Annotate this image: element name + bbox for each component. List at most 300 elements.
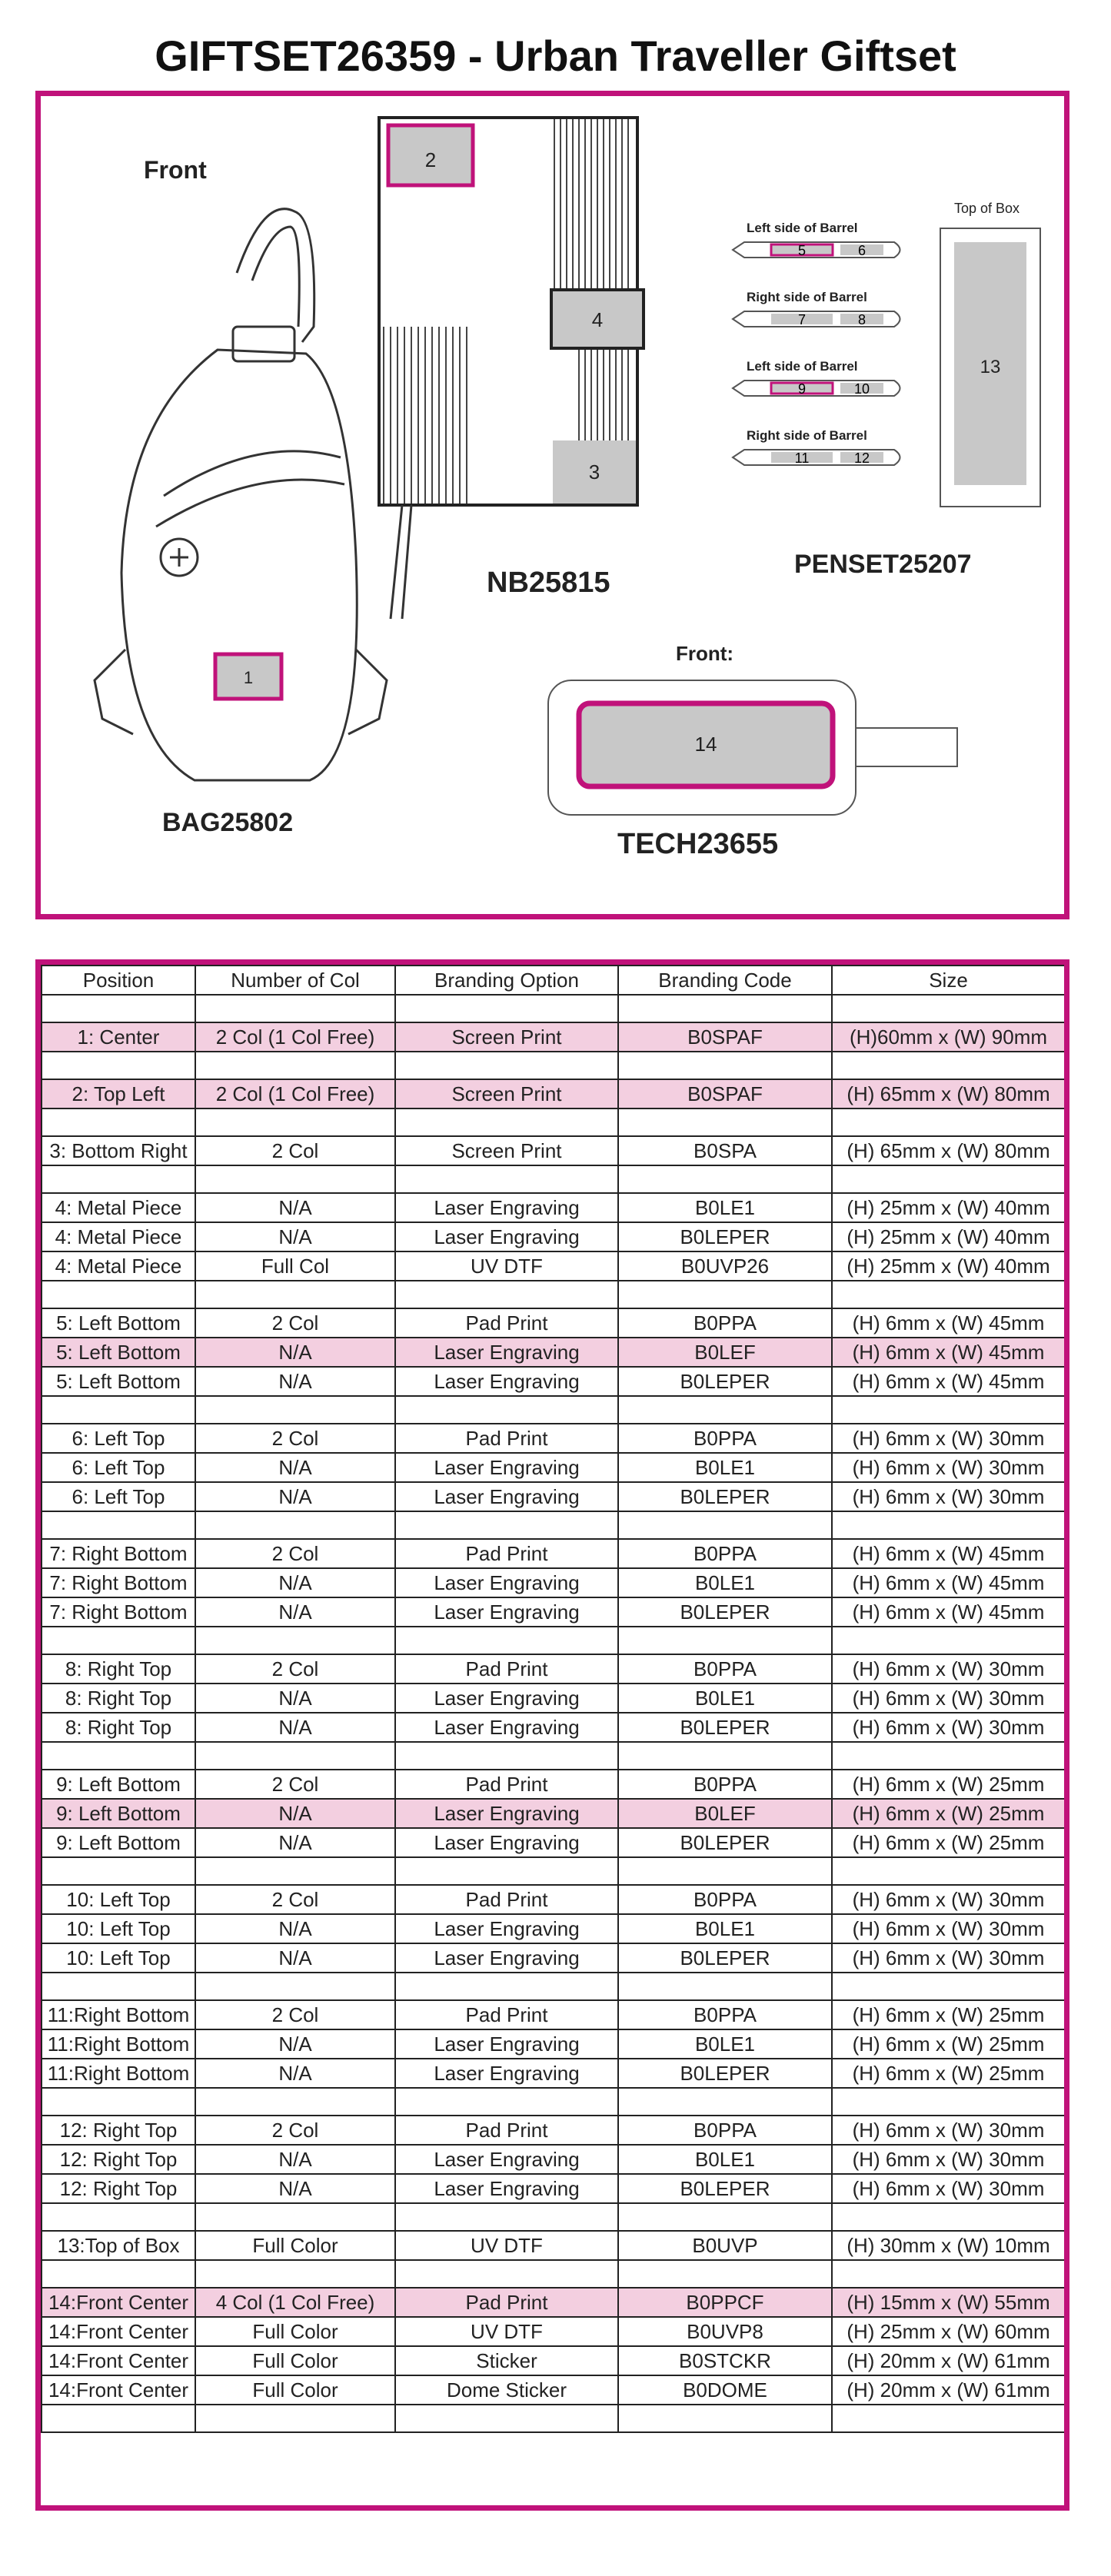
table-cell: B0UVP8	[618, 2317, 832, 2346]
table-cell	[395, 1857, 618, 1885]
table-cell: 8: Right Top	[42, 1654, 195, 1684]
table-cell	[618, 1511, 832, 1539]
header-size: Size	[832, 966, 1065, 995]
table-cell: Laser Engraving	[395, 1222, 618, 1251]
table-row	[42, 2375, 1065, 2405]
table-cell: (H) 20mm x (W) 61mm	[832, 2375, 1065, 2405]
table-cell	[618, 1109, 832, 1136]
table-cell: 2 Col	[195, 1539, 395, 1568]
table-cell: 6: Left Top	[42, 1424, 195, 1453]
table-cell: B0STCKR	[618, 2346, 832, 2375]
product-diagram	[35, 91, 1069, 919]
table-cell: 9: Left Bottom	[42, 1828, 195, 1857]
table-cell: 13:Top of Box	[42, 2231, 195, 2260]
table-cell: (H) 6mm x (W) 30mm	[832, 2116, 1065, 2145]
table-cell	[195, 1109, 395, 1136]
table-cell: 5: Left Bottom	[42, 1308, 195, 1338]
table-cell	[618, 1165, 832, 1193]
header-branding-option: Branding Option	[395, 966, 618, 995]
table-cell: N/A	[195, 1482, 395, 1511]
table-cell: UV DTF	[395, 2317, 618, 2346]
table-row	[42, 1308, 1065, 1338]
table-cell	[618, 2260, 832, 2288]
table-cell: 5: Left Bottom	[42, 1367, 195, 1396]
notebook-drawing	[379, 118, 644, 619]
table-spacer-row	[42, 2088, 1065, 2116]
table-cell	[42, 1511, 195, 1539]
table-cell: 14:Front Center	[42, 2288, 195, 2317]
table-cell: 3: Bottom Right	[42, 1136, 195, 1165]
table-cell: Screen Print	[395, 1136, 618, 1165]
table-cell	[42, 1165, 195, 1193]
table-cell	[42, 1857, 195, 1885]
table-header-row	[42, 966, 1065, 995]
table-cell: B0LEF	[618, 1338, 832, 1367]
table-cell: Laser Engraving	[395, 2174, 618, 2203]
table-cell: B0UVP26	[618, 1251, 832, 1281]
table-cell: Full Color	[195, 2346, 395, 2375]
table-cell: B0LEPER	[618, 1943, 832, 1973]
table-cell: 2: Top Left	[42, 1079, 195, 1109]
table-cell: 9: Left Bottom	[42, 1770, 195, 1799]
table-row	[42, 1424, 1065, 1453]
table-cell: Laser Engraving	[395, 1338, 618, 1367]
table-cell: (H) 6mm x (W) 45mm	[832, 1568, 1065, 1597]
table-cell: B0LEPER	[618, 2059, 832, 2088]
marker-14-label: 14	[694, 733, 717, 756]
table-cell	[618, 1857, 832, 1885]
table-cell: 2 Col	[195, 1654, 395, 1684]
table-cell: UV DTF	[395, 2231, 618, 2260]
table-cell: 8: Right Top	[42, 1713, 195, 1742]
table-row	[42, 1482, 1065, 1511]
table-cell: 2 Col	[195, 2000, 395, 2029]
table-cell	[195, 1281, 395, 1308]
table-cell: B0SPA	[618, 1136, 832, 1165]
table-spacer-row	[42, 1396, 1065, 1424]
table-row	[42, 1713, 1065, 1742]
table-cell: (H) 6mm x (W) 30mm	[832, 1453, 1065, 1482]
table-cell: B0LEPER	[618, 2174, 832, 2203]
page-title: GIFTSET26359 - Urban Traveller Giftset	[155, 32, 956, 80]
table-cell: B0LEPER	[618, 1222, 832, 1251]
table-cell: (H) 6mm x (W) 25mm	[832, 1770, 1065, 1799]
marker-4-label: 4	[591, 308, 604, 331]
table-spacer-row	[42, 1973, 1065, 2000]
table-cell: 9: Left Bottom	[42, 1799, 195, 1828]
table-cell: Pad Print	[395, 1539, 618, 1568]
table-cell: 10: Left Top	[42, 1914, 195, 1943]
table-spacer-row	[42, 1052, 1065, 1079]
table-cell: 14:Front Center	[42, 2375, 195, 2405]
pen-caption-4: Right side of Barrel	[747, 428, 867, 443]
table-cell	[832, 1052, 1065, 1079]
table-cell: Dome Sticker	[395, 2375, 618, 2405]
table-cell: B0LEPER	[618, 1713, 832, 1742]
table-cell: B0LE1	[618, 1453, 832, 1482]
table-cell	[42, 1281, 195, 1308]
table-cell: (H) 25mm x (W) 60mm	[832, 2317, 1065, 2346]
table-row	[42, 1222, 1065, 1251]
table-cell: N/A	[195, 1367, 395, 1396]
table-row	[42, 1885, 1065, 1914]
tech-strap	[856, 728, 957, 766]
table-row	[42, 1597, 1065, 1627]
table-cell: N/A	[195, 1943, 395, 1973]
table-cell	[395, 1109, 618, 1136]
table-cell: (H) 6mm x (W) 30mm	[832, 2145, 1065, 2174]
header-branding-code: Branding Code	[618, 966, 832, 995]
table-cell: 2 Col	[195, 1308, 395, 1338]
table-cell: B0PPA	[618, 2000, 832, 2029]
table-cell: (H)60mm x (W) 90mm	[832, 1022, 1065, 1052]
table-cell: Laser Engraving	[395, 1914, 618, 1943]
table-cell: 2 Col	[195, 1885, 395, 1914]
table-row	[42, 1251, 1065, 1281]
table-cell: N/A	[195, 1338, 395, 1367]
table-cell	[832, 2203, 1065, 2231]
table-cell: B0LE1	[618, 2145, 832, 2174]
table-cell	[618, 1396, 832, 1424]
table-cell: B0LE1	[618, 2029, 832, 2059]
table-cell	[42, 2203, 195, 2231]
table-row	[42, 2174, 1065, 2203]
pen-marker-b-label: 12	[853, 450, 870, 466]
table-cell: Sticker	[395, 2346, 618, 2375]
table-cell: Laser Engraving	[395, 1597, 618, 1627]
table-cell: 1: Center	[42, 1022, 195, 1052]
table-cell: 14:Front Center	[42, 2317, 195, 2346]
table-cell	[395, 1627, 618, 1654]
table-cell: (H) 6mm x (W) 45mm	[832, 1308, 1065, 1338]
table-row	[42, 1943, 1065, 1973]
table-spacer-row	[42, 2405, 1065, 2432]
marker-3-label: 3	[588, 460, 600, 484]
header-position: Position	[42, 966, 195, 995]
table-cell: (H) 25mm x (W) 40mm	[832, 1193, 1065, 1222]
table-cell	[195, 995, 395, 1022]
table-cell	[395, 1511, 618, 1539]
table-cell	[195, 2260, 395, 2288]
table-spacer-row	[42, 2260, 1065, 2288]
table-cell	[42, 1396, 195, 1424]
tech-product-code: TECH23655	[617, 828, 779, 860]
table-cell: N/A	[195, 1568, 395, 1597]
table-row	[42, 2029, 1065, 2059]
table-cell	[395, 1742, 618, 1770]
table-row	[42, 1770, 1065, 1799]
table-cell: (H) 6mm x (W) 25mm	[832, 1828, 1065, 1857]
table-cell	[395, 1396, 618, 1424]
table-cell	[832, 1511, 1065, 1539]
table-row	[42, 2231, 1065, 2260]
table-cell: N/A	[195, 1222, 395, 1251]
table-cell: Full Color	[195, 2375, 395, 2405]
table-cell: Pad Print	[395, 2288, 618, 2317]
table-cell: 4: Metal Piece	[42, 1222, 195, 1251]
table-cell	[618, 2405, 832, 2432]
table-cell: 7: Right Bottom	[42, 1597, 195, 1627]
table-row	[42, 1079, 1065, 1109]
table-cell	[42, 1973, 195, 2000]
table-cell: Laser Engraving	[395, 1367, 618, 1396]
table-cell	[42, 1052, 195, 1079]
table-row	[42, 1338, 1065, 1367]
table-cell: Pad Print	[395, 1885, 618, 1914]
table-cell	[395, 2260, 618, 2288]
table-cell: B0PPA	[618, 1885, 832, 1914]
table-cell	[195, 1627, 395, 1654]
table-cell: Laser Engraving	[395, 1828, 618, 1857]
table-cell	[618, 1281, 832, 1308]
table-cell: 2 Col	[195, 1136, 395, 1165]
table-cell	[618, 1627, 832, 1654]
table-cell: 7: Right Bottom	[42, 1539, 195, 1568]
table-cell: 4: Metal Piece	[42, 1251, 195, 1281]
table-row	[42, 2059, 1065, 2088]
table-spacer-row	[42, 995, 1065, 1022]
table-cell: B0PPA	[618, 1770, 832, 1799]
table-cell	[395, 2203, 618, 2231]
table-cell: 12: Right Top	[42, 2116, 195, 2145]
table-spacer-row	[42, 1511, 1065, 1539]
table-row	[42, 1828, 1065, 1857]
table-cell: Laser Engraving	[395, 2029, 618, 2059]
table-cell: Pad Print	[395, 2116, 618, 2145]
table-row	[42, 2346, 1065, 2375]
table-spacer-row	[42, 1857, 1065, 1885]
table-cell: (H) 6mm x (W) 30mm	[832, 1684, 1065, 1713]
table-cell	[195, 2088, 395, 2116]
marker-13-label: 13	[980, 357, 1001, 377]
table-cell	[832, 995, 1065, 1022]
table-row	[42, 1022, 1065, 1052]
table-cell: (H) 6mm x (W) 30mm	[832, 1424, 1065, 1453]
branding-table-frame	[35, 959, 1069, 2511]
pen-marker-a-label: 5	[797, 243, 807, 258]
table-cell: (H) 6mm x (W) 25mm	[832, 1799, 1065, 1828]
table-spacer-row	[42, 1109, 1065, 1136]
table-row	[42, 1193, 1065, 1222]
table-cell	[832, 1281, 1065, 1308]
table-cell: Pad Print	[395, 1424, 618, 1453]
table-cell: 12: Right Top	[42, 2145, 195, 2174]
top-of-box-label: Top of Box	[954, 201, 1020, 216]
table-spacer-row	[42, 1627, 1065, 1654]
table-cell: N/A	[195, 2059, 395, 2088]
marker-2-label: 2	[424, 148, 437, 171]
table-cell	[618, 1742, 832, 1770]
table-cell: Screen Print	[395, 1079, 618, 1109]
table-spacer-row	[42, 1742, 1065, 1770]
marker-1-label: 1	[243, 668, 254, 687]
table-cell: B0PPA	[618, 1654, 832, 1684]
table-row	[42, 2317, 1065, 2346]
pen-marker-a-label: 7	[797, 312, 807, 327]
table-cell: UV DTF	[395, 1251, 618, 1281]
table-cell: 10: Left Top	[42, 1943, 195, 1973]
table-cell: 6: Left Top	[42, 1482, 195, 1511]
table-cell: (H) 6mm x (W) 25mm	[832, 2059, 1065, 2088]
table-cell	[195, 2405, 395, 2432]
table-cell: 7: Right Bottom	[42, 1568, 195, 1597]
table-cell: 2 Col (1 Col Free)	[195, 1079, 395, 1109]
table-cell	[832, 1973, 1065, 2000]
table-cell	[832, 2260, 1065, 2288]
pen-marker-b-label: 8	[857, 312, 867, 327]
table-cell: B0PPCF	[618, 2288, 832, 2317]
table-cell	[832, 2088, 1065, 2116]
table-cell: (H) 15mm x (W) 55mm	[832, 2288, 1065, 2317]
table-cell: B0LE1	[618, 1568, 832, 1597]
table-row	[42, 2000, 1065, 2029]
table-cell: B0LEPER	[618, 1367, 832, 1396]
table-cell: (H) 65mm x (W) 80mm	[832, 1136, 1065, 1165]
table-row	[42, 2288, 1065, 2317]
table-row	[42, 1453, 1065, 1482]
pen-caption-2: Right side of Barrel	[747, 290, 867, 304]
table-cell: N/A	[195, 1684, 395, 1713]
table-cell	[832, 1396, 1065, 1424]
table-cell	[395, 1973, 618, 2000]
table-cell: Full Col	[195, 1251, 395, 1281]
table-cell	[42, 995, 195, 1022]
table-cell	[618, 1052, 832, 1079]
table-cell: Screen Print	[395, 1022, 618, 1052]
table-cell: (H) 6mm x (W) 25mm	[832, 2000, 1065, 2029]
table-cell	[832, 1165, 1065, 1193]
table-row	[42, 1914, 1065, 1943]
table-cell	[195, 1511, 395, 1539]
table-cell	[195, 1857, 395, 1885]
table-cell: (H) 6mm x (W) 30mm	[832, 1482, 1065, 1511]
table-row	[42, 1654, 1065, 1684]
table-cell: Laser Engraving	[395, 1799, 618, 1828]
table-cell: B0SPAF	[618, 1079, 832, 1109]
table-cell	[395, 1165, 618, 1193]
table-cell: 4 Col (1 Col Free)	[195, 2288, 395, 2317]
table-cell: N/A	[195, 1914, 395, 1943]
pen-caption-3: Left side of Barrel	[747, 359, 858, 374]
table-cell: 11:Right Bottom	[42, 2059, 195, 2088]
table-cell: 6: Left Top	[42, 1453, 195, 1482]
table-cell	[832, 1857, 1065, 1885]
table-cell	[618, 2088, 832, 2116]
table-cell: (H) 6mm x (W) 30mm	[832, 1713, 1065, 1742]
table-cell: B0LE1	[618, 1193, 832, 1222]
table-cell: 11:Right Bottom	[42, 2029, 195, 2059]
pen-caption-1: Left side of Barrel	[747, 221, 858, 235]
table-cell: (H) 6mm x (W) 45mm	[832, 1367, 1065, 1396]
table-cell	[42, 2405, 195, 2432]
table-cell: B0PPA	[618, 2116, 832, 2145]
diagram-drawing	[41, 96, 1064, 914]
table-cell: (H) 6mm x (W) 45mm	[832, 1338, 1065, 1367]
table-cell: Laser Engraving	[395, 1568, 618, 1597]
pen-marker-b-label: 10	[853, 381, 870, 397]
table-cell	[195, 1973, 395, 2000]
table-cell	[195, 1052, 395, 1079]
table-row	[42, 2145, 1065, 2174]
table-cell: Laser Engraving	[395, 1943, 618, 1973]
notebook-product-code: NB25815	[487, 567, 610, 599]
table-cell	[832, 2405, 1065, 2432]
table-cell: (H) 6mm x (W) 45mm	[832, 1539, 1065, 1568]
table-cell: Full Color	[195, 2231, 395, 2260]
table-cell: (H) 6mm x (W) 45mm	[832, 1597, 1065, 1627]
table-cell: B0LEPER	[618, 1597, 832, 1627]
table-cell: (H) 30mm x (W) 10mm	[832, 2231, 1065, 2260]
table-cell: B0LEPER	[618, 1828, 832, 1857]
pen-marker-a-label: 11	[794, 450, 810, 466]
pen-marker-b-label: 6	[857, 243, 867, 258]
table-cell: 8: Right Top	[42, 1684, 195, 1713]
table-cell: (H) 6mm x (W) 30mm	[832, 2174, 1065, 2203]
table-cell	[195, 1742, 395, 1770]
table-cell: B0SPAF	[618, 1022, 832, 1052]
table-cell: N/A	[195, 2145, 395, 2174]
table-cell: Laser Engraving	[395, 1453, 618, 1482]
table-row	[42, 1367, 1065, 1396]
table-cell	[42, 1742, 195, 1770]
table-cell: (H) 20mm x (W) 61mm	[832, 2346, 1065, 2375]
table-cell: N/A	[195, 2174, 395, 2203]
table-cell: Laser Engraving	[395, 2145, 618, 2174]
table-cell: 14:Front Center	[42, 2346, 195, 2375]
table-row	[42, 1799, 1065, 1828]
table-cell	[195, 1165, 395, 1193]
branding-table	[41, 965, 1066, 2433]
table-cell	[195, 1396, 395, 1424]
table-row	[42, 1136, 1065, 1165]
header-number-of-col: Number of Col	[195, 966, 395, 995]
table-cell	[395, 2088, 618, 2116]
table-cell	[42, 1627, 195, 1654]
table-cell: N/A	[195, 1193, 395, 1222]
table-cell	[618, 1973, 832, 2000]
table-cell: 2 Col	[195, 2116, 395, 2145]
table-row	[42, 1684, 1065, 1713]
table-cell: 2 Col	[195, 1424, 395, 1453]
table-cell	[618, 995, 832, 1022]
table-spacer-row	[42, 1281, 1065, 1308]
table-cell: (H) 65mm x (W) 80mm	[832, 1079, 1065, 1109]
table-cell: N/A	[195, 1597, 395, 1627]
table-cell	[832, 1109, 1065, 1136]
table-cell: B0PPA	[618, 1308, 832, 1338]
table-cell	[395, 1281, 618, 1308]
penset-product-code: PENSET25207	[794, 550, 972, 579]
table-cell: B0LE1	[618, 1684, 832, 1713]
table-cell: 2 Col	[195, 1770, 395, 1799]
table-cell: N/A	[195, 2029, 395, 2059]
table-cell: B0LEPER	[618, 1482, 832, 1511]
table-cell: (H) 6mm x (W) 30mm	[832, 1914, 1065, 1943]
table-cell	[832, 1627, 1065, 1654]
table-cell: (H) 6mm x (W) 30mm	[832, 1943, 1065, 1973]
table-cell: B0DOME	[618, 2375, 832, 2405]
table-cell	[42, 1109, 195, 1136]
table-cell: B0LEF	[618, 1799, 832, 1828]
pen-marker-a-label: 9	[797, 381, 807, 397]
table-cell: Laser Engraving	[395, 1482, 618, 1511]
table-cell: Pad Print	[395, 1770, 618, 1799]
table-spacer-row	[42, 2203, 1065, 2231]
table-cell: Pad Print	[395, 2000, 618, 2029]
table-cell	[395, 2405, 618, 2432]
table-cell: (H) 6mm x (W) 30mm	[832, 1654, 1065, 1684]
tech-front-label: Front:	[676, 642, 734, 665]
